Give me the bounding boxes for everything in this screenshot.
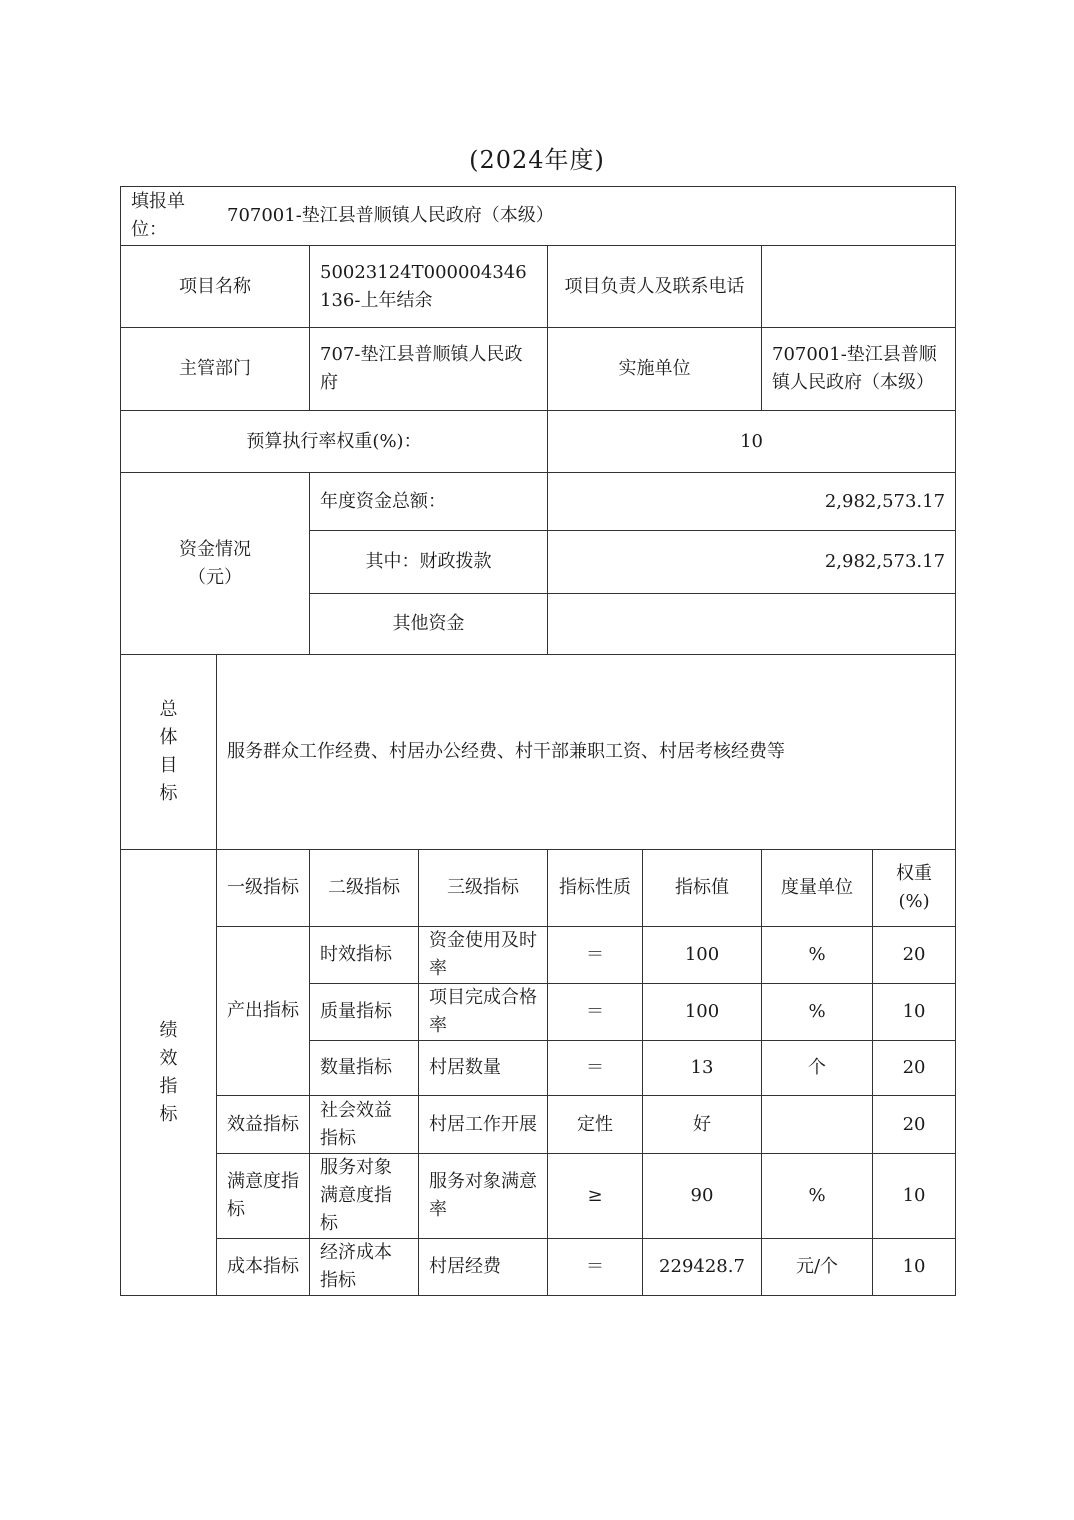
value-cell: 好 xyxy=(643,1096,762,1154)
dept-label: 主管部门 xyxy=(121,328,310,411)
unit-cell: 元/个 xyxy=(762,1239,873,1296)
nature-cell: 定性 xyxy=(548,1096,643,1154)
weight-cell: 10 xyxy=(873,1239,956,1296)
col-header: 权重(%) xyxy=(873,850,956,927)
filler-value: 707001-垫江县普顺镇人民政府（本级） xyxy=(227,205,554,226)
level2-cell: 数量指标 xyxy=(310,1041,419,1096)
col-header: 度量单位 xyxy=(762,850,873,927)
nature-cell: ≥ xyxy=(548,1154,643,1239)
funds-label: 资金情况（元） xyxy=(179,538,251,588)
unit-cell: % xyxy=(762,1154,873,1239)
col-header: 指标性质 xyxy=(548,850,643,927)
contact-label: 项目负责人及联系电话 xyxy=(548,246,762,328)
weight-cell: 10 xyxy=(873,984,956,1041)
funds-total-label: 年度资金总额： xyxy=(310,473,548,531)
weight-cell: 20 xyxy=(873,1096,956,1154)
level2-cell: 时效指标 xyxy=(310,927,419,984)
funds-other-label: 其他资金 xyxy=(310,594,548,655)
goal-row xyxy=(121,655,956,850)
perf-header-row xyxy=(121,850,956,927)
level1-cell: 成本指标 xyxy=(217,1239,310,1296)
perf-row xyxy=(121,1154,956,1239)
weight-cell: 20 xyxy=(873,927,956,984)
col-header: 二级指标 xyxy=(310,850,419,927)
level3-cell: 资金使用及时率 xyxy=(419,927,548,984)
impl-label: 实施单位 xyxy=(548,328,762,411)
funds-total-value: 2,982,573.17 xyxy=(548,473,956,531)
value-cell: 13 xyxy=(643,1041,762,1096)
level1-cell: 效益指标 xyxy=(217,1096,310,1154)
nature-cell: ＝ xyxy=(548,927,643,984)
level2-cell: 社会效益指标 xyxy=(310,1096,419,1154)
level2-cell: 质量指标 xyxy=(310,984,419,1041)
goal-label: 总体目标 xyxy=(159,699,178,804)
contact-value xyxy=(762,246,956,328)
unit-cell xyxy=(762,1096,873,1154)
perf-row xyxy=(121,1096,956,1154)
level3-cell: 村居工作开展 xyxy=(419,1096,548,1154)
level1-cell: 满意度指标 xyxy=(217,1154,310,1239)
page-title: (2024年度) xyxy=(469,146,605,174)
filler-label: 填报单位： xyxy=(131,191,185,240)
level2-cell: 服务对象满意度指标 xyxy=(310,1154,419,1239)
col-header: 三级指标 xyxy=(419,850,548,927)
dept-value: 707-垫江县普顺镇人民政府 xyxy=(310,328,548,411)
value-cell: 90 xyxy=(643,1154,762,1239)
budget-weight-label: 预算执行率权重(%)： xyxy=(121,411,548,473)
col-header: 指标值 xyxy=(643,850,762,927)
unit-cell: % xyxy=(762,927,873,984)
performance-form-table xyxy=(120,186,956,1296)
budget-weight-row xyxy=(121,411,956,473)
goal-text: 服务群众工作经费、村居办公经费、村干部兼职工资、村居考核经费等 xyxy=(217,655,956,850)
perf-label: 绩效指标 xyxy=(159,1019,178,1125)
budget-weight-value: 10 xyxy=(548,411,956,473)
funds-fiscal-label: 其中：财政拨款 xyxy=(310,531,548,594)
nature-cell: ＝ xyxy=(548,1041,643,1096)
level2-cell: 经济成本指标 xyxy=(310,1239,419,1296)
perf-row xyxy=(121,927,956,984)
unit-cell: 个 xyxy=(762,1041,873,1096)
col-header: 一级指标 xyxy=(217,850,310,927)
funds-total-row xyxy=(121,473,956,531)
funds-fiscal-value: 2,982,573.17 xyxy=(548,531,956,594)
nature-cell: ＝ xyxy=(548,1239,643,1296)
weight-cell: 10 xyxy=(873,1154,956,1239)
dept-row xyxy=(121,328,956,411)
perf-row xyxy=(121,1239,956,1296)
project-name-row xyxy=(121,246,956,328)
value-cell: 100 xyxy=(643,927,762,984)
level3-cell: 村居数量 xyxy=(419,1041,548,1096)
project-name-value: 50023124T000004346136-上年结余 xyxy=(310,246,548,328)
unit-cell: % xyxy=(762,984,873,1041)
value-cell: 100 xyxy=(643,984,762,1041)
funds-other-value xyxy=(548,594,956,655)
project-name-label: 项目名称 xyxy=(121,246,310,328)
value-cell: 229428.7 xyxy=(643,1239,762,1296)
filler-row xyxy=(121,187,956,246)
level3-cell: 村居经费 xyxy=(419,1239,548,1296)
level3-cell: 项目完成合格率 xyxy=(419,984,548,1041)
impl-value: 707001-垫江县普顺镇人民政府（本级） xyxy=(762,328,956,411)
level1-cell: 产出指标 xyxy=(217,927,310,1096)
level3-cell: 服务对象满意率 xyxy=(419,1154,548,1239)
nature-cell: ＝ xyxy=(548,984,643,1041)
weight-cell: 20 xyxy=(873,1041,956,1096)
